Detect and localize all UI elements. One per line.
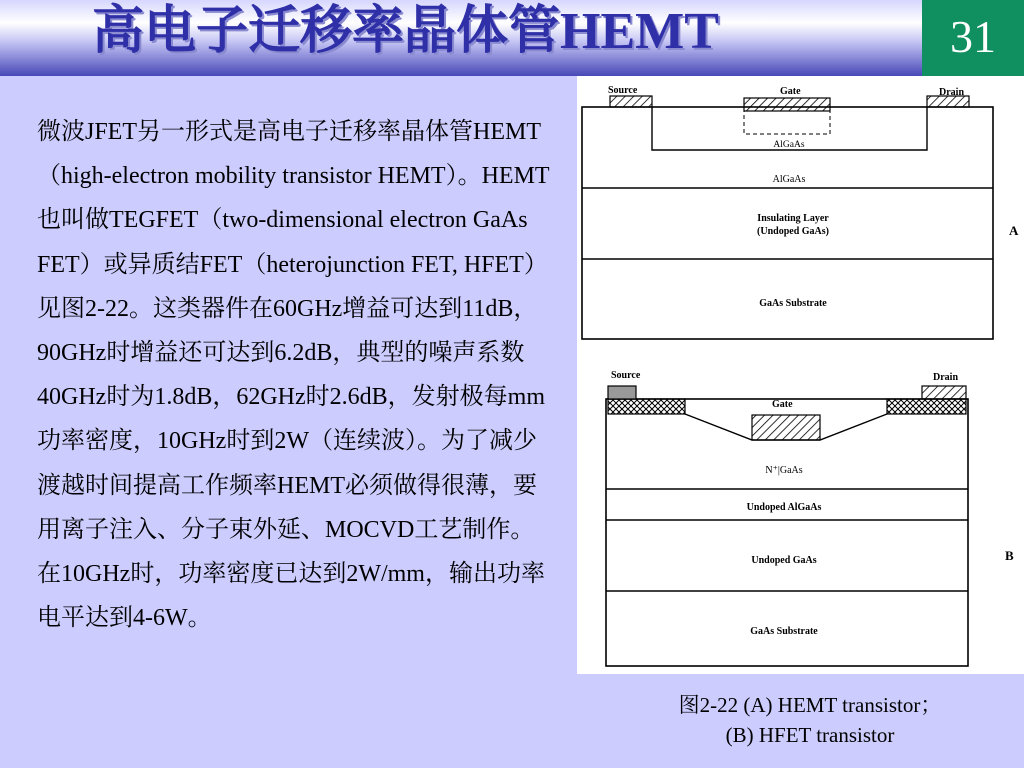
a-gate-depletion <box>744 111 830 134</box>
b-gate-label: Gate <box>772 399 793 410</box>
a-figure-letter: A <box>1009 223 1019 238</box>
caption-line-2: (B) HFET transistor <box>725 723 895 747</box>
figure-caption <box>600 690 1020 750</box>
b-undoped-gaas-label: Undoped GaAs <box>751 555 817 566</box>
page-number-box <box>922 0 1024 76</box>
b-figure-letter: B <box>1005 548 1014 563</box>
diagram-a <box>582 85 1019 339</box>
b-undoped-algaas-label: Undoped AlGaAs <box>746 502 822 513</box>
b-n-layer-label: N⁺|GaAs <box>765 465 803 476</box>
b-drain-label: Drain <box>933 372 958 383</box>
a-source-label: Source <box>608 85 638 96</box>
b-source-contact <box>608 386 636 399</box>
a-insulating-sublabel: (Undoped GaAs) <box>757 226 829 237</box>
a-drain-label: Drain <box>939 87 964 98</box>
caption-line-1: 图2-22 (A) HEMT transistor； <box>678 693 942 717</box>
a-substrate-label: GaAs Substrate <box>759 298 827 309</box>
diagram-b <box>606 370 1014 666</box>
page-number: 31 <box>950 11 996 62</box>
b-source-n-cap <box>608 399 685 414</box>
figure-2-22 <box>577 76 1024 674</box>
a-insulating-label: Insulating Layer <box>757 213 829 224</box>
b-source-label: Source <box>611 370 641 381</box>
figure-svg <box>577 76 1024 674</box>
body-paragraph: 微波JFET另一形式是高电子迁移率晶体管HEMT（high-electron mobility transistor HEMT）。HEMT也叫做TEGFET（two-dimensional electron GaAs FET）或异质结FET（heterojunction FET, HFET）见图2-22。这类器件在60GHz增益可达到11dB，90GHz时增益还可达到6.2dB，典型的噪声系数40GHz时为1.8dB，62GHz时2.6dB，发射极每mm功率密度，10GHz时到2W（连续波）。为了减少渡越时间提高工作频率HEMT必须做得很薄，要用离子注入、分子束外延、MOCVD工艺制作。在10GHz时，功率密度已达到2W/mm，输出功率电平达到4-6W。 <box>37 119 550 632</box>
b-drain-n-cap <box>887 399 966 414</box>
slide-title: 高电子迁移率晶体管HEMT <box>92 3 719 60</box>
a-algaas-label: AlGaAs <box>772 174 806 185</box>
a-upper-algaas-label: AlGaAs <box>773 140 805 150</box>
title-bar <box>0 0 1024 76</box>
b-drain-contact <box>922 386 966 399</box>
a-source-contact <box>610 96 652 107</box>
b-gate-contact <box>752 415 820 440</box>
b-substrate-label: GaAs Substrate <box>750 626 818 637</box>
a-gate-label: Gate <box>780 86 801 97</box>
a-gate-contact <box>744 98 830 111</box>
